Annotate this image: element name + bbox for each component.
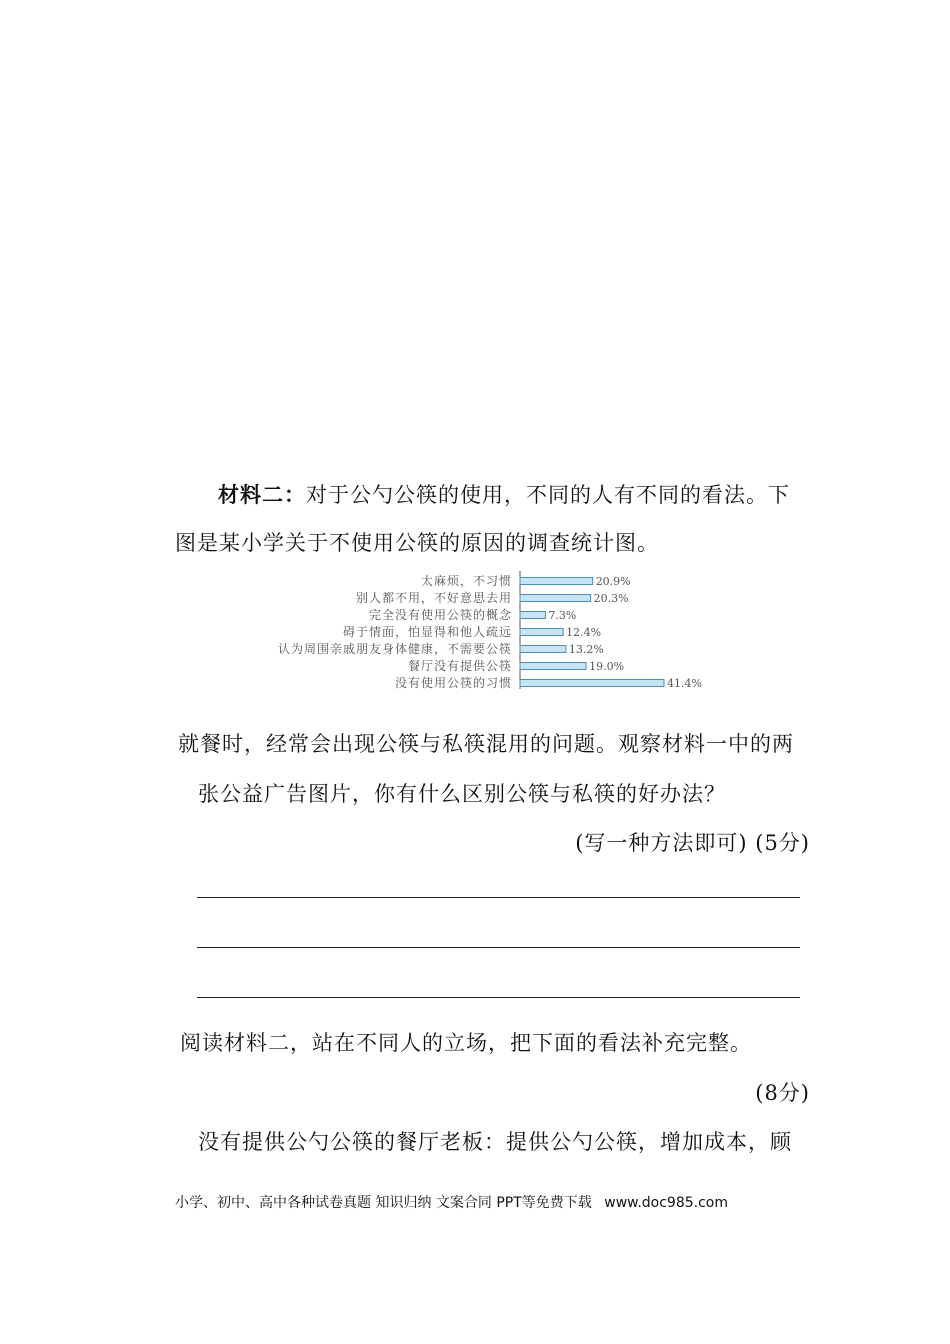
survey-bar-chart	[240, 565, 720, 693]
chart-value-label: 41.4%	[667, 677, 702, 690]
chart-category-label: 餐厅没有提供公筷	[407, 659, 512, 673]
chart-category-label: 别人都不用，不好意思去用	[355, 591, 512, 605]
chart-value-label: 12.4%	[566, 626, 602, 639]
chart-value-label: 19.0%	[589, 660, 625, 673]
chart-category-label: 完全没有使用公筷的概念	[368, 608, 512, 622]
material-two-label: 材料二：	[218, 482, 306, 507]
chart-bar	[520, 612, 545, 619]
chart-category-label: 太麻烦，不习惯	[420, 574, 512, 588]
chart-value-label: 20.3%	[593, 592, 629, 605]
question1-line1: 就餐时，经常会出现公筷与私筷混用的问题。观察材料一中的两	[178, 732, 794, 756]
footer-text: 小学、初中、高中各种试卷真题 知识归纳 文案合同 PPT等免费下载	[175, 1195, 592, 1211]
question2-line1: 阅读材料二，站在不同人的立场，把下面的看法补充完整。	[180, 1031, 752, 1055]
chart-bar	[520, 578, 593, 585]
chart-bar	[520, 680, 664, 687]
chart-value-label: 13.2%	[568, 643, 604, 656]
footer	[175, 1192, 728, 1212]
question1-line2: 张公益广告图片，你有什么区别公筷与私筷的好办法？	[198, 782, 726, 806]
chart-bar	[520, 629, 563, 636]
chart-value-label: 7.3%	[548, 609, 577, 622]
chart-category-label: 认为周围亲戚朋友身体健康，不需要公筷	[277, 642, 512, 656]
chart-bar	[520, 646, 566, 653]
question2-line2: 没有提供公勺公筷的餐厅老板：提供公勺公筷，增加成本，顾	[198, 1130, 792, 1154]
answer-line-1[interactable]	[197, 897, 800, 898]
question2-score: (8分)	[755, 1081, 810, 1105]
chart-value-label: 20.9%	[595, 575, 631, 588]
material-two-line1	[218, 479, 790, 509]
chart-bar	[520, 595, 591, 602]
material-two-line2: 图是某小学关于不使用公筷的原因的调查统计图。	[175, 531, 659, 555]
answer-line-3[interactable]	[197, 997, 800, 998]
chart-bar	[520, 663, 586, 670]
chart-category-label: 没有使用公筷的习惯	[394, 676, 512, 690]
question1-score: (写一种方法即可) (5分)	[575, 831, 810, 855]
material-two-text: 对于公勺公筷的使用，不同的人有不同的看法。下	[306, 483, 790, 507]
footer-url[interactable]: www.doc985.com	[604, 1195, 728, 1211]
answer-line-2[interactable]	[197, 947, 800, 948]
chart-category-label: 碍于情面，怕显得和他人疏远	[342, 625, 512, 639]
